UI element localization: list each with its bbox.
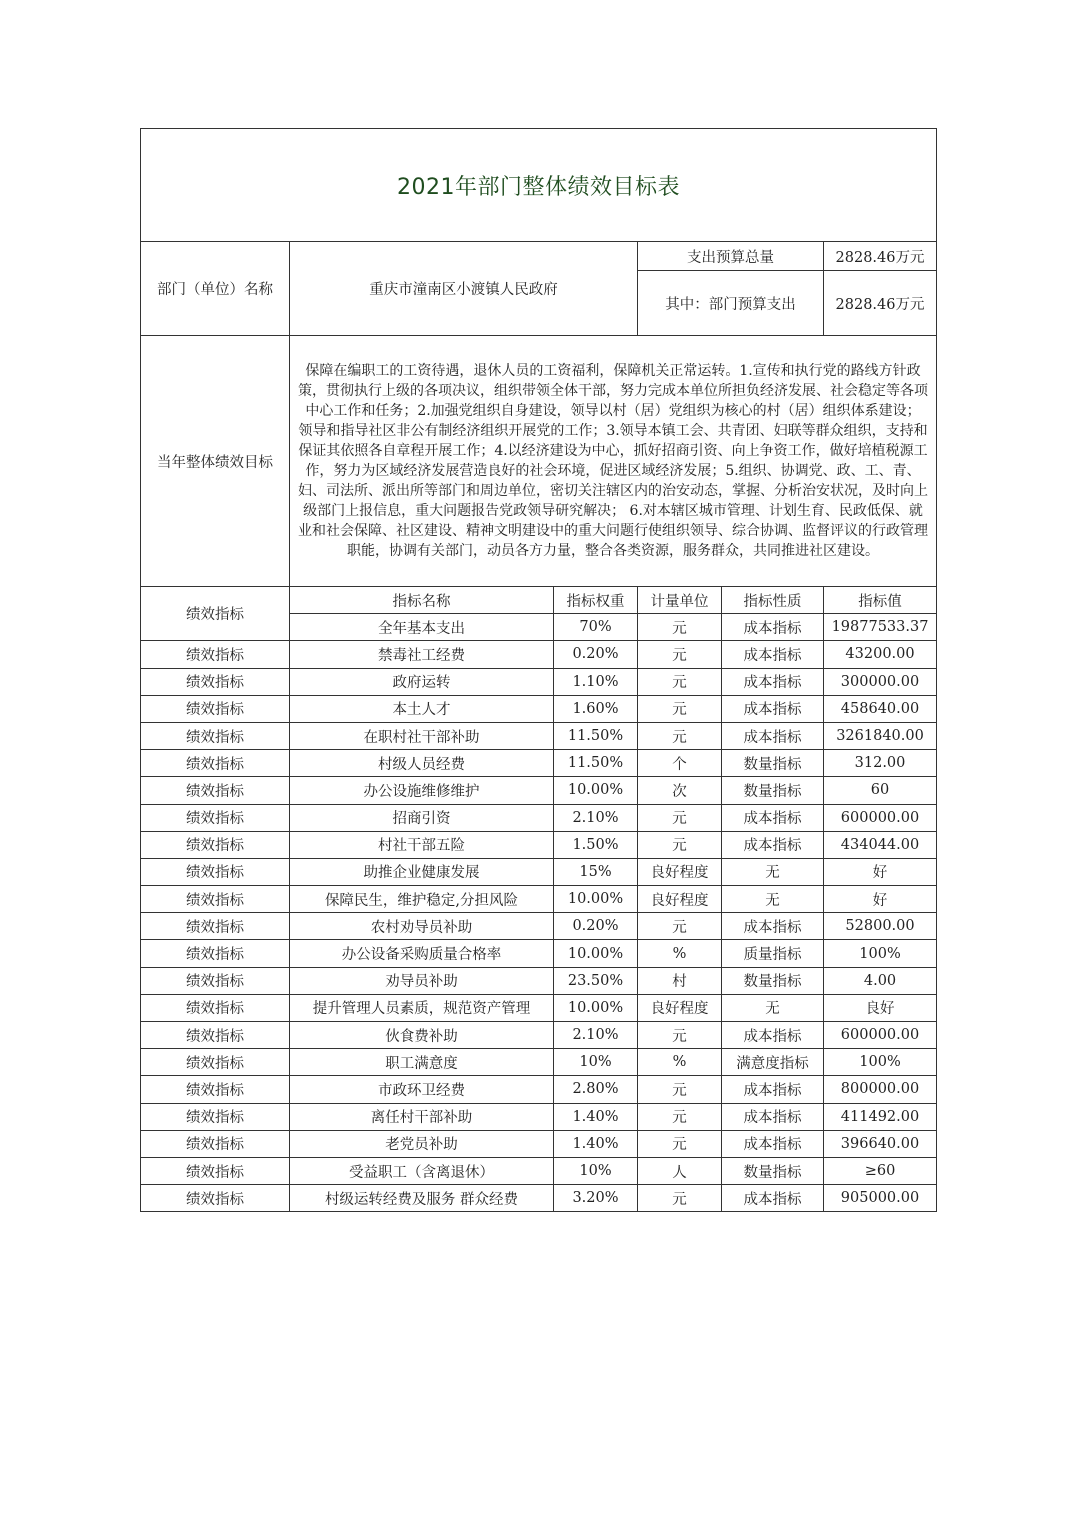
indicator-weight: 70% xyxy=(554,614,638,641)
budget-dept-value: 2828.46万元 xyxy=(824,271,937,336)
indicator-name: 老党员补助 xyxy=(290,1130,554,1157)
budget-total-label: 支出预算总量 xyxy=(638,242,824,271)
indicator-weight: 10.00% xyxy=(554,940,638,967)
indicator-name: 村级运转经费及服务 群众经费 xyxy=(290,1185,554,1212)
indicator-section-label: 绩效指标 xyxy=(141,1130,290,1157)
indicator-unit: 元 xyxy=(638,614,722,641)
dept-name-label: 部门（单位）名称 xyxy=(141,242,290,336)
indicator-value: 458640.00 xyxy=(824,695,937,722)
indicator-section-label: 绩效指标 xyxy=(141,940,290,967)
indicator-section-label: 绩效指标 xyxy=(141,994,290,1021)
indicator-value: 312.00 xyxy=(824,750,937,777)
indicator-value: ≥60 xyxy=(824,1157,937,1184)
indicator-value: 52800.00 xyxy=(824,913,937,940)
indicator-section-label: 绩效指标 xyxy=(141,1022,290,1049)
indicator-name: 全年基本支出 xyxy=(290,614,554,641)
indicator-section-label: 绩效指标 xyxy=(141,831,290,858)
indicator-weight: 15% xyxy=(554,858,638,885)
goal-row xyxy=(141,336,937,587)
indicator-weight: 11.50% xyxy=(554,750,638,777)
indicator-weight: 2.10% xyxy=(554,804,638,831)
indicator-section-label: 绩效指标 xyxy=(141,695,290,722)
indicator-name: 政府运转 xyxy=(290,668,554,695)
budget-total-value: 2828.46万元 xyxy=(824,242,937,271)
indicator-weight: 1.40% xyxy=(554,1103,638,1130)
title-row xyxy=(141,129,937,242)
indicator-weight: 10.00% xyxy=(554,777,638,804)
indicator-section-label: 绩效指标 xyxy=(141,722,290,749)
indicator-section-label: 绩效指标 xyxy=(141,913,290,940)
indicator-weight: 1.60% xyxy=(554,695,638,722)
dept-row-1 xyxy=(141,242,937,271)
table-row xyxy=(141,994,937,1021)
indicator-weight: 1.40% xyxy=(554,1130,638,1157)
indicator-nature: 数量指标 xyxy=(722,967,824,994)
table-row xyxy=(141,967,937,994)
indicator-value: 600000.00 xyxy=(824,804,937,831)
indicator-value: 396640.00 xyxy=(824,1130,937,1157)
indicator-nature: 质量指标 xyxy=(722,940,824,967)
indicator-weight: 23.50% xyxy=(554,967,638,994)
indicator-nature: 成本指标 xyxy=(722,695,824,722)
indicator-weight: 0.20% xyxy=(554,913,638,940)
indicator-nature: 数量指标 xyxy=(722,750,824,777)
indicator-section-label: 绩效指标 xyxy=(141,1103,290,1130)
indicator-nature: 成本指标 xyxy=(722,641,824,668)
indicator-nature: 数量指标 xyxy=(722,1157,824,1184)
indicator-name: 办公设备采购质量合格率 xyxy=(290,940,554,967)
indicator-section-label: 绩效指标 xyxy=(141,777,290,804)
indicator-nature: 数量指标 xyxy=(722,777,824,804)
table-row xyxy=(141,804,937,831)
indicator-value: 800000.00 xyxy=(824,1076,937,1103)
indicator-nature: 成本指标 xyxy=(722,1185,824,1212)
indicator-section-label: 绩效指标 xyxy=(141,1185,290,1212)
indicator-value: 100% xyxy=(824,1049,937,1076)
indicator-value: 4.00 xyxy=(824,967,937,994)
indicator-unit: 元 xyxy=(638,1076,722,1103)
dept-name-value: 重庆市潼南区小渡镇人民政府 xyxy=(290,242,638,336)
indicator-unit: % xyxy=(638,940,722,967)
indicator-nature: 成本指标 xyxy=(722,831,824,858)
indicator-name: 办公设施维修维护 xyxy=(290,777,554,804)
indicator-name: 在职村社干部补助 xyxy=(290,722,554,749)
indicator-name: 农村劝导员补助 xyxy=(290,913,554,940)
table-row xyxy=(141,913,937,940)
indicator-unit: 村 xyxy=(638,967,722,994)
indicator-name: 村级人员经费 xyxy=(290,750,554,777)
indicator-nature: 成本指标 xyxy=(722,1022,824,1049)
indicator-name: 离任村干部补助 xyxy=(290,1103,554,1130)
indicator-section-label: 绩效指标 xyxy=(141,668,290,695)
indicator-section-label: 绩效指标 xyxy=(141,1049,290,1076)
indicator-name: 本土人才 xyxy=(290,695,554,722)
indicator-weight: 10.00% xyxy=(554,994,638,1021)
indicator-name: 村社干部五险 xyxy=(290,831,554,858)
indicator-name: 助推企业健康发展 xyxy=(290,858,554,885)
goal-label: 当年整体绩效目标 xyxy=(141,336,290,587)
table-row xyxy=(141,940,937,967)
indicator-value: 411492.00 xyxy=(824,1103,937,1130)
indicator-weight: 0.20% xyxy=(554,641,638,668)
table-row xyxy=(141,641,937,668)
indicator-value: 3261840.00 xyxy=(824,722,937,749)
indicator-unit: 元 xyxy=(638,831,722,858)
indicator-value: 100% xyxy=(824,940,937,967)
indicator-section-label: 绩效指标 xyxy=(141,1076,290,1103)
indicator-nature: 无 xyxy=(722,858,824,885)
indicator-nature: 成本指标 xyxy=(722,1103,824,1130)
table-row xyxy=(141,750,937,777)
table-row xyxy=(141,858,937,885)
indicator-weight: 10.00% xyxy=(554,886,638,913)
indicator-nature: 成本指标 xyxy=(722,614,824,641)
performance-target-sheet xyxy=(140,128,936,1212)
indicator-name: 招商引资 xyxy=(290,804,554,831)
indicator-unit: 元 xyxy=(638,695,722,722)
indicator-name: 职工满意度 xyxy=(290,1049,554,1076)
indicator-name: 受益职工（含离退休） xyxy=(290,1157,554,1184)
indicator-name: 禁毒社工经费 xyxy=(290,641,554,668)
indicator-value: 19877533.37 xyxy=(824,614,937,641)
header-nature: 指标性质 xyxy=(722,587,824,614)
indicator-name: 市政环卫经费 xyxy=(290,1076,554,1103)
indicator-value: 好 xyxy=(824,886,937,913)
table-row xyxy=(141,668,937,695)
table-row xyxy=(141,1022,937,1049)
header-indicator-weight: 指标权重 xyxy=(554,587,638,614)
indicator-weight: 2.10% xyxy=(554,1022,638,1049)
indicator-section-label: 绩效指标 xyxy=(141,750,290,777)
indicator-value: 43200.00 xyxy=(824,641,937,668)
indicator-value: 60 xyxy=(824,777,937,804)
table-row xyxy=(141,777,937,804)
indicator-nature: 无 xyxy=(722,886,824,913)
indicator-value: 600000.00 xyxy=(824,1022,937,1049)
table-row xyxy=(141,1076,937,1103)
indicator-value: 好 xyxy=(824,858,937,885)
header-unit: 计量单位 xyxy=(638,587,722,614)
table-row xyxy=(141,1185,937,1212)
indicator-weight: 1.10% xyxy=(554,668,638,695)
header-value: 指标值 xyxy=(824,587,937,614)
indicator-name: 伙食费补助 xyxy=(290,1022,554,1049)
indicator-unit: 次 xyxy=(638,777,722,804)
table-row xyxy=(141,1103,937,1130)
indicator-section-label: 绩效指标 xyxy=(141,967,290,994)
indicator-section-label: 绩效指标 xyxy=(141,804,290,831)
indicator-unit: 元 xyxy=(638,1022,722,1049)
indicator-unit: 元 xyxy=(638,641,722,668)
indicator-weight: 11.50% xyxy=(554,722,638,749)
header-indicator-name: 指标名称 xyxy=(290,587,554,614)
indicator-nature: 成本指标 xyxy=(722,668,824,695)
table-row xyxy=(141,1157,937,1184)
indicator-unit: 元 xyxy=(638,1185,722,1212)
table-row xyxy=(141,722,937,749)
indicator-nature: 成本指标 xyxy=(722,913,824,940)
indicator-weight: 3.20% xyxy=(554,1185,638,1212)
indicator-value: 300000.00 xyxy=(824,668,937,695)
indicator-nature: 无 xyxy=(722,994,824,1021)
indicator-weight: 10% xyxy=(554,1049,638,1076)
indicator-section-label: 绩效指标 xyxy=(141,587,290,641)
table-row xyxy=(141,886,937,913)
indicator-value: 良好 xyxy=(824,994,937,1021)
indicator-unit: 元 xyxy=(638,668,722,695)
indicator-unit: % xyxy=(638,1049,722,1076)
indicator-section-label: 绩效指标 xyxy=(141,641,290,668)
indicator-value: 905000.00 xyxy=(824,1185,937,1212)
indicator-value: 434044.00 xyxy=(824,831,937,858)
indicator-name: 劝导员补助 xyxy=(290,967,554,994)
indicator-nature: 成本指标 xyxy=(722,722,824,749)
page-title: 2021年部门整体绩效目标表 xyxy=(141,129,937,242)
indicator-unit: 良好程度 xyxy=(638,858,722,885)
table-row xyxy=(141,1130,937,1157)
table-row xyxy=(141,831,937,858)
table-row xyxy=(141,1049,937,1076)
indicator-unit: 人 xyxy=(638,1157,722,1184)
table-row xyxy=(141,695,937,722)
indicator-weight: 10% xyxy=(554,1157,638,1184)
indicator-unit: 良好程度 xyxy=(638,886,722,913)
indicator-weight: 1.50% xyxy=(554,831,638,858)
indicator-nature: 成本指标 xyxy=(722,1076,824,1103)
indicator-unit: 元 xyxy=(638,722,722,749)
indicator-name: 保障民生，维护稳定,分担风险 xyxy=(290,886,554,913)
indicator-unit: 元 xyxy=(638,1130,722,1157)
performance-target-table xyxy=(140,128,937,1212)
budget-dept-label: 其中：部门预算支出 xyxy=(638,271,824,336)
indicator-unit: 元 xyxy=(638,804,722,831)
indicator-unit: 良好程度 xyxy=(638,994,722,1021)
indicator-name: 提升管理人员素质，规范资产管理 xyxy=(290,994,554,1021)
indicator-unit: 个 xyxy=(638,750,722,777)
indicator-unit: 元 xyxy=(638,913,722,940)
indicator-nature: 满意度指标 xyxy=(722,1049,824,1076)
indicator-nature: 成本指标 xyxy=(722,804,824,831)
indicator-unit: 元 xyxy=(638,1103,722,1130)
indicator-section-label: 绩效指标 xyxy=(141,858,290,885)
indicator-weight: 2.80% xyxy=(554,1076,638,1103)
indicator-section-label: 绩效指标 xyxy=(141,1157,290,1184)
indicator-header-row xyxy=(141,587,937,614)
goal-text: 保障在编职工的工资待遇，退休人员的工资福利，保障机关正常运转。1.宣传和执行党的路线方针政策，贯彻执行上级的各项决议，组织带领全体干部，努力完成本单位所担负经济发展、社会稳定等各项中心工作和任务；2.加强党组织自身建设，领导以村（居）党组织为核心的村（居）组织体系建设； 领导和指导社区非公有制经济组织开展党的工作；3.领导本镇工会、共青团、妇联等群众组织，支持和保证其依照各自章程开展工作；4.以经济建设为中心，抓好招商引资、向上争资工作，做好培植税源工作，努力为区域经济发展营造良好的社会环境，促进区域经济发展；5.组织、协调党、政、工、青、妇、司法所、派出所等部门和周边单位，密切关注辖区内的治安动态，掌握、分析治安状况，及时向上级部门上报信息，重大问题报告党政领导研究解决； 6.对本辖区城市管理、计划生育、民政低保、就业和社会保障、社区建设、精神文明建设中的重大问题行使组织领导、综合协调、监督评议的行政管理职能，协调有关部门，动员各方力量，整合各类资源，服务群众，共同推进社区建设。 xyxy=(290,336,937,587)
indicator-section-label: 绩效指标 xyxy=(141,886,290,913)
indicator-nature: 成本指标 xyxy=(722,1130,824,1157)
